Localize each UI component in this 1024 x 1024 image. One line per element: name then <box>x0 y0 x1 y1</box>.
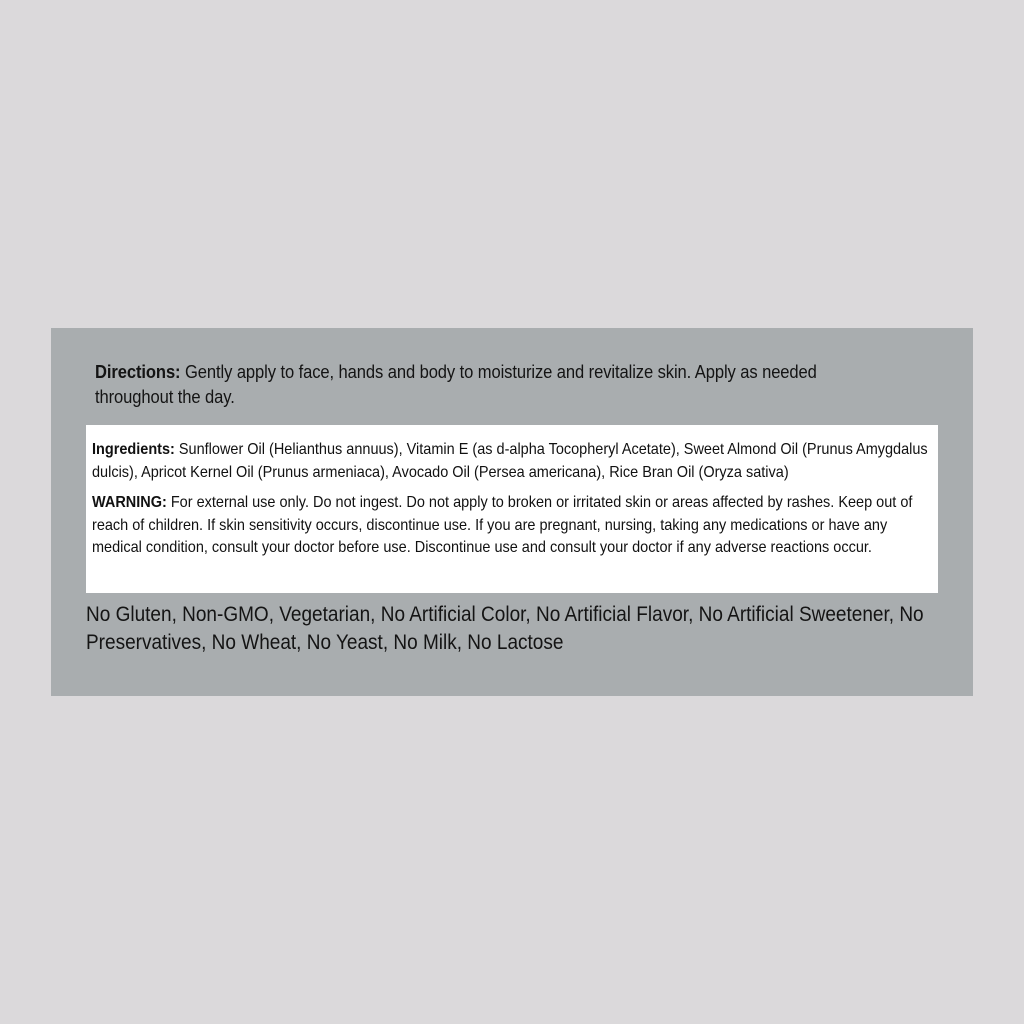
warning-heading: WARNING: <box>92 494 167 511</box>
directions-heading: Directions: <box>95 362 181 382</box>
label-panel <box>51 328 973 696</box>
ingredients-warning-box <box>86 425 938 593</box>
ingredients-text: Sunflower Oil (Helianthus annuus), Vitamin E (as d-alpha Tocopheryl Acetate), Sweet Almond Oil (Prunus Amygdalus dulcis), Apricot Kernel Oil (Prunus armeniaca), Avocado Oil (Persea americana), Rice Bran Oil (Oryza sativa) <box>92 441 928 481</box>
ingredients-heading: Ingredients: <box>92 441 175 458</box>
directions-section <box>95 360 831 410</box>
warning-section <box>92 492 934 560</box>
info-box-content <box>92 439 934 560</box>
dietary-claims: No Gluten, Non-GMO, Vegetarian, No Artificial Color, No Artificial Flavor, No Artificial Sweetener, No Preservatives, No Wheat, No Yeast, No Milk, No Lactose <box>86 603 924 654</box>
ingredients-section <box>92 439 934 484</box>
directions-text: Gently apply to face, hands and body to moisturize and revitalize skin. Apply as needed throughout the day. <box>95 362 817 407</box>
warning-text: For external use only. Do not ingest. Do not apply to broken or irritated skin or areas affected by rashes. Keep out of reach of children. If skin sensitivity occurs, discontinue use. If you are pregnant, nursing, taking any medications or have any medical condition, consult your doctor before use. Discontinue use and consult your doctor if any adverse reactions occur. <box>92 494 913 556</box>
